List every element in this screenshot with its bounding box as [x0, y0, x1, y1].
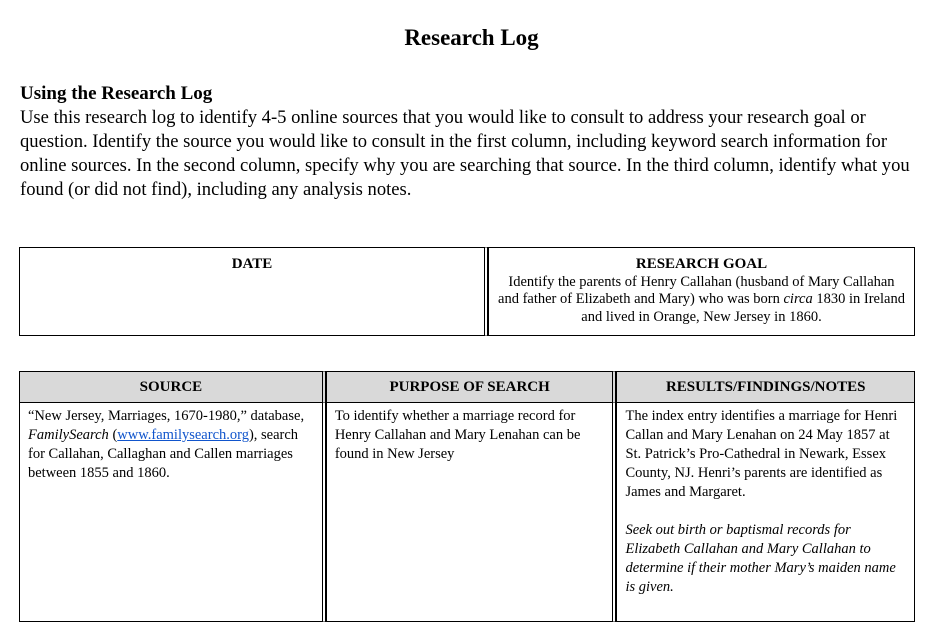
source-text: “New Jersey, Marriages, 1670-1980,” database,	[28, 408, 305, 424]
source-database-name: FamilySearch	[28, 427, 109, 443]
column-header-source: SOURCE	[19, 371, 326, 403]
page-title: Research Log	[404, 25, 539, 50]
familysearch-link[interactable]: www.familysearch.org	[117, 427, 249, 443]
results-cell[interactable]	[616, 403, 915, 622]
analysis-notes: Seek out birth or baptismal records for Elizabeth Callahan and Mary Callahan to determine if their mother Mary’s maiden name is given.	[625, 522, 896, 595]
source-text: ), search for Callahan, Callaghan and Callen marriages between 1855 and 1860.	[28, 427, 299, 481]
goal-text-part: 1830 in Ireland and lived in Orange, New Jersey in 1860.	[581, 291, 905, 325]
research-goal-text	[497, 274, 906, 327]
research-goal-table	[19, 247, 915, 336]
intro-body: Use this research log to identify 4-5 online sources that you would like to consult to address your research goal or question. Identify the source you would like to consult in the first column, including keyword search information for online sources. In the second column, specify why you are searching that source. In the third column, identify what you found (or did not find), including any analysis notes.	[20, 107, 910, 200]
goal-text-circa: circa	[783, 291, 813, 307]
results-text: The index entry identifies a marriage for Henri Callan and Mary Lenahan on 24 May 1857 at St. Patrick’s Pro-Cathedral in Newark, Essex County, NJ. Henri’s parents are identified as James and Margaret.	[625, 408, 898, 500]
purpose-text: To identify whether a marriage record for Henry Callahan and Mary Lenahan can be found in New Jersey	[334, 408, 581, 462]
research-goal-cell[interactable]	[488, 247, 915, 336]
paragraph-gap	[625, 502, 906, 521]
goal-text-part: Identify the parents of Henry Callahan (husband of Mary Callahan and father of Elizabeth and Mary) who was born	[498, 273, 895, 307]
research-log-table	[19, 371, 915, 622]
source-text: (	[108, 427, 118, 443]
table-row	[19, 403, 915, 622]
date-label: DATE	[231, 256, 273, 272]
research-goal-label: RESEARCH GOAL	[635, 256, 768, 272]
date-cell[interactable]	[19, 247, 488, 336]
intro-section	[20, 82, 925, 202]
column-header-results: RESULTS/FINDINGS/NOTES	[616, 371, 915, 403]
intro-heading: Using the Research Log	[20, 83, 213, 104]
purpose-cell[interactable]	[326, 403, 617, 622]
source-cell[interactable]	[19, 403, 326, 622]
column-header-purpose: PURPOSE OF SEARCH	[326, 371, 617, 403]
